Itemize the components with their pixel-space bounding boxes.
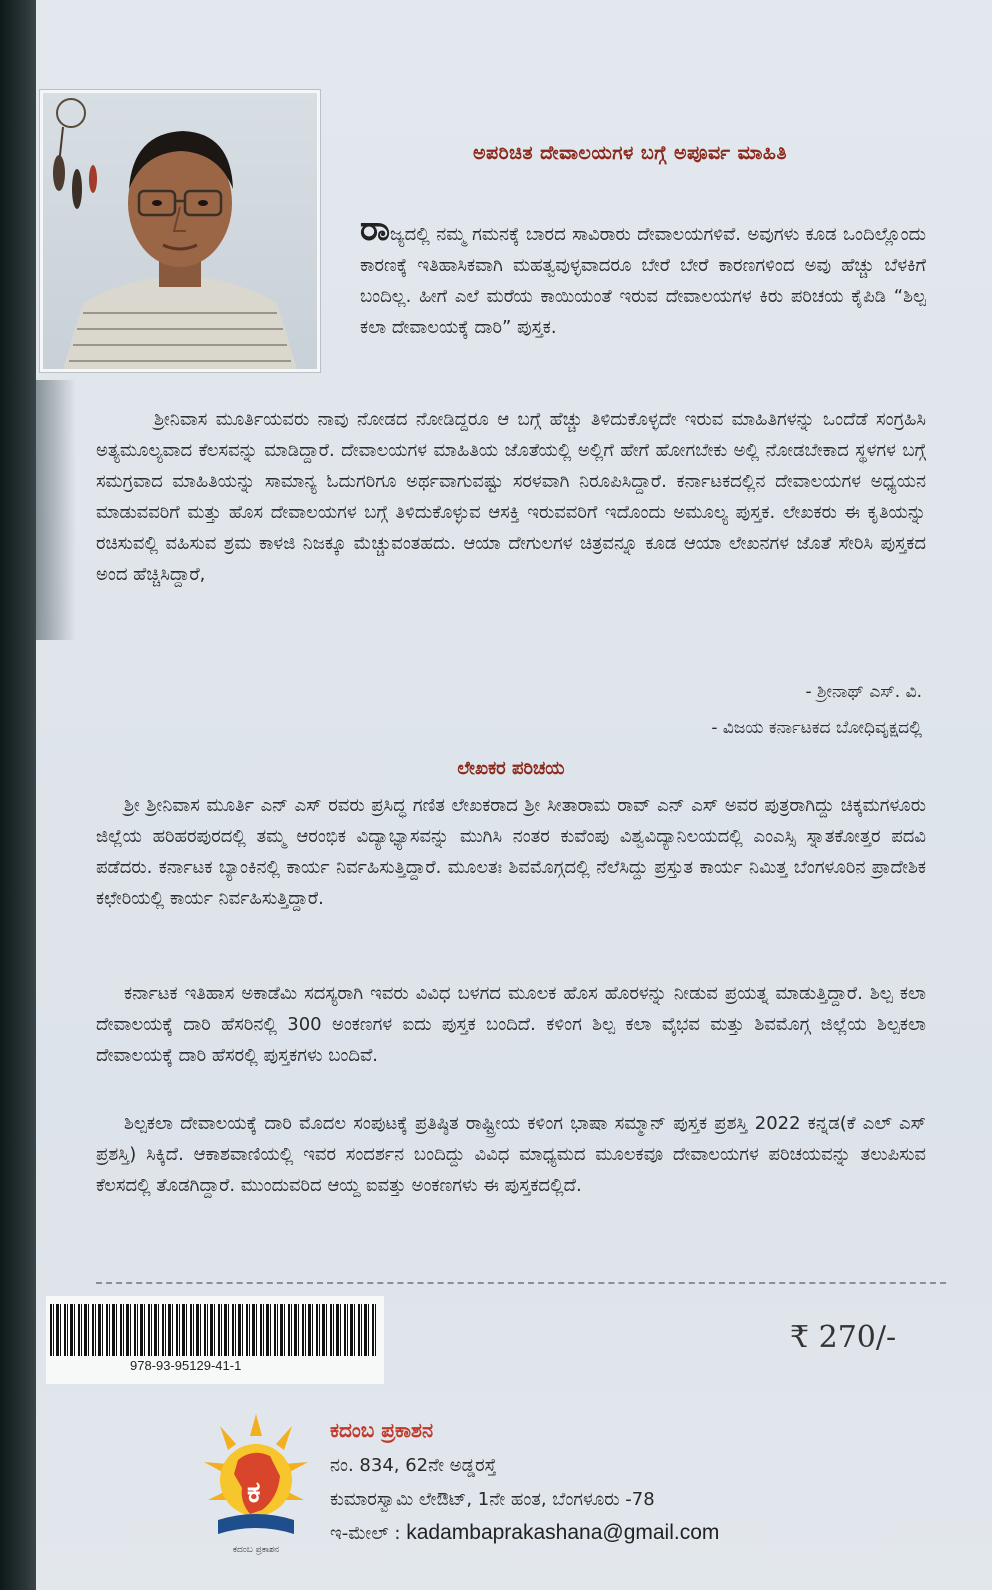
- author-paragraph-3: ಶಿಲ್ಪಕಲಾ ದೇವಾಲಯಕ್ಕೆ ದಾರಿ ಮೊದಲ ಸಂಪುಟಕ್ಕೆ ಪ್ರತಿಷ್ಠಿತ ರಾಷ್ಟ್ರೀಯ ಕಳಿಂಗ ಭಾಷಾ ಸಮ್ಮಾನ್ ಪುಸ್ತಕ ಪ್ರಶಸ್ತಿ 2022 ಕನ್ನಡ(ಕೆ ಎಲ್ ಎಸ್ ಪ್ರಶಸ್ತಿ) ಸಿಕ್ಕಿದೆ. ಆಕಾಶವಾಣಿಯಲ್ಲಿ ಇವರ ಸಂದರ್ಶನ ಬಂದಿದ್ದು ವಿವಿಧ ಮಾಧ್ಯಮದ ಮೂಲಕವೂ ದೇವಾಲಯಗಳ ಪರಿಚಯವನ್ನು ತಲುಪಿಸುವ ಕೆಲಸದಲ್ಲಿ ತೊಡಗಿದ್ದಾರೆ. ಮುಂದುವರಿದ ಆಯ್ದ ಐವತ್ತು ಅಂಕಣಗಳು ಈ ಪುಸ್ತಕದಲ್ಲಿದೆ.: [96, 1113, 926, 1196]
- publisher-logo-graphic: [200, 1410, 312, 1560]
- review-signature-name: - ಶ್ರೀನಾಥ್ ಎಸ್. ವಿ.: [805, 682, 922, 702]
- isbn-barcode: [46, 1296, 384, 1384]
- publisher-email-line: [330, 1521, 719, 1545]
- section-divider: [96, 1282, 946, 1284]
- author-paragraph-1: ಶ್ರೀ ಶ್ರೀನಿವಾಸ ಮೂರ್ತಿ ಎನ್ ಎಸ್ ರವರು ಪ್ರಸಿದ್ಧ ಗಣಿತ ಲೇಖಕರಾದ ಶ್ರೀ ಸೀತಾರಾಮ ರಾವ್ ಎನ್ ಎಸ್ ಅವರ ಪುತ್ರರಾಗಿದ್ದು ಚಿಕ್ಕಮಗಳೂರು ಜಿಲ್ಲೆಯ ಹರಿಹರಪುರದಲ್ಲಿ ತಮ್ಮ ಆರಂಭಿಕ ವಿದ್ಯಾಭ್ಯಾಸವನ್ನು ಮುಗಿಸಿ ನಂತರ ಕುವೆಂಪು ವಿಶ್ವವಿದ್ಯಾನಿಲಯದಲ್ಲಿ ಎಂಎಸ್ಸಿ ಸ್ನಾತಕೋತ್ತರ ಪದವಿ ಪಡೆದರು. ಕರ್ನಾಟಕ ಬ್ಯಾಂಕಿನಲ್ಲಿ ಕಾರ್ಯ ನಿರ್ವಹಿಸುತ್ತಿದ್ದಾರೆ. ಮೂಲತಃ ಶಿವಮೊಗ್ಗದಲ್ಲಿ ನೆಲೆಸಿದ್ದು ಪ್ರಸ್ತುತ ಕಾರ್ಯ ನಿಮಿತ್ತ ಬೆಂಗಳೂರಿನ ಪ್ರಾದೇಶಿಕ ಕಛೇರಿಯಲ್ಲಿ ಕಾರ್ಯ ನಿರ್ವಹಿಸುತ್ತಿದ್ದಾರೆ.: [96, 795, 926, 909]
- publisher-address-line-2: ಕುಮಾರಸ್ವಾಮಿ ಲೇಔಟ್, 1ನೇ ಹಂತ, ಬೆಂಗಳೂರು -78: [330, 1489, 655, 1510]
- book-icon: [218, 1514, 294, 1534]
- publisher-address-line-1: ನಂ. 834, 62ನೇ ಅಡ್ಡರಸ್ತೆ: [330, 1455, 497, 1476]
- price-label: ₹ 270/-: [790, 1320, 897, 1355]
- book-spine: [0, 0, 36, 1590]
- blurb-paragraph-2: ಶ್ರೀನಿವಾಸ ಮೂರ್ತಿಯವರು ನಾವು ನೋಡದ ನೋಡಿದ್ದರೂ ಆ ಬಗ್ಗೆ ಹೆಚ್ಚು ತಿಳಿದುಕೊಳ್ಳದೇ ಇರುವ ಮಾಹಿತಿಗಳನ್ನು ಒಂದೆಡೆ ಸಂಗ್ರಹಿಸಿ ಅತ್ಯಮೂಲ್ಯವಾದ ಕೆಲಸವನ್ನು ಮಾಡಿದ್ದಾರೆ. ದೇವಾಲಯಗಳ ಮಾಹಿತಿಯ ಜೊತೆಯಲ್ಲಿ ಅಲ್ಲಿಗೆ ಹೇಗೆ ಹೋಗಬೇಕು ಅಲ್ಲಿ ನೋಡಬೇಕಾದ ಸ್ಥಳಗಳ ಬಗ್ಗೆ ಸಮಗ್ರವಾದ ಮಾಹಿತಿಯನ್ನು ಸಾಮಾನ್ಯ ಓದುಗರಿಗೂ ಅರ್ಥವಾಗುವಷ್ಟು ಸರಳವಾಗಿ ನಿರೂಪಿಸಿದ್ದಾರೆ. ಕರ್ನಾಟಕದಲ್ಲಿನ ದೇವಾಲಯಗಳ ಅಧ್ಯಯನ ಮಾಡುವವರಿಗೆ ಮತ್ತು ಹೊಸ ದೇವಾಲಯಗಳ ಬಗ್ಗೆ ತಿಳಿದುಕೊಳ್ಳುವ ಆಸಕ್ತಿ ಇರುವವರಿಗೆ ಇದೊಂದು ಅಮೂಲ್ಯ ಪುಸ್ತಕ. ಲೇಖಕರು ಈ ಕೃತಿಯನ್ನು ರಚಿಸುವಲ್ಲಿ ವಹಿಸುವ ಶ್ರಮ ಕಾಳಜಿ ನಿಜಕ್ಕೂ ಮೆಚ್ಚುವಂತಹದು. ಆಯಾ ದೇಗುಲಗಳ ಚಿತ್ರವನ್ನೂ ಕೂಡ ಆಯಾ ಲೇಖನಗಳ ಜೊತೆ ಸೇರಿಸಿ ಪುಸ್ತಕದ ಅಂದ ಹೆಚ್ಚಿಸಿದ್ದಾರೆ,: [96, 409, 926, 585]
- blurb-title: ಅಪರಿಚಿತ ದೇವಾಲಯಗಳ ಬಗ್ಗೆ ಅಪೂರ್ವ ಮಾಹಿತಿ: [472, 142, 788, 164]
- logo-letter: ಕ: [247, 1475, 261, 1510]
- publisher-name: ಕದಂಬ ಪ್ರಕಾಶನ: [330, 1418, 434, 1442]
- isbn-number: 978-93-95129-41-1: [130, 1358, 242, 1373]
- blurb-paragraph-1-text: ಜ್ಯದಲ್ಲಿ ನಮ್ಮ ಗಮನಕ್ಕೆ ಬಾರದ ಸಾವಿರಾರು ದೇವಾಲಯಗಳಿವೆ. ಅವುಗಳು ಕೂಡ ಒಂದಿಲ್ಲೊಂದು ಕಾರಣಕ್ಕೆ ಇತಿಹಾಸಿಕವಾಗಿ ಮಹತ್ವವುಳ್ಳವಾದರೂ ಬೇರೆ ಬೇರೆ ಕಾರಣಗಳಿಂದ ಅವು ಹೆಚ್ಚು ಬೆಳಕಿಗೆ ಬಂದಿಲ್ಲ. ಹೀಗೆ ಎಲೆ ಮರೆಯ ಕಾಯಿಯಂತೆ ಇರುವ ದೇವಾಲಯಗಳ ಕಿರು ಪರಿಚಯ ಕೈಪಿಡಿ “ಶಿಲ್ಪ ಕಲಾ ದೇವಾಲಯಕ್ಕೆ ದಾರಿ” ಪುಸ್ತಕ.: [360, 224, 926, 338]
- logo-caption: ಕದಂಬ ಪ್ರಕಾಶನ: [232, 1545, 280, 1555]
- author-portrait-illustration: [43, 93, 317, 369]
- publisher-logo: [200, 1410, 312, 1560]
- review-signature-source: - ವಿಜಯ ಕರ್ನಾಟಕದ ಬೋಧಿವೃಕ್ಷದಲ್ಲಿ: [711, 718, 922, 738]
- email-label: ಇ-ಮೇಲ್ :: [330, 1523, 401, 1544]
- blurb-paragraph-1: [360, 209, 926, 343]
- barcode-bars: [50, 1304, 376, 1356]
- publisher-email: kadambaprakashana@gmail.com: [406, 1521, 720, 1544]
- author-photo: [40, 90, 320, 372]
- author-paragraph-2: ಕರ್ನಾಟಕ ಇತಿಹಾಸ ಅಕಾಡೆಮಿ ಸದಸ್ಯರಾಗಿ ಇವರು ವಿವಿಧ ಬಳಗದ ಮೂಲಕ ಹೊಸ ಹೊರಳನ್ನು ನೀಡುವ ಪ್ರಯತ್ನ ಮಾಡುತ್ತಿದ್ದಾರೆ. ಶಿಲ್ಪ ಕಲಾ ದೇವಾಲಯಕ್ಕೆ ದಾರಿ ಹೆಸರಿನಲ್ಲಿ 300 ಅಂಕಣಗಳ ಐದು ಪುಸ್ತಕ ಬಂದಿದೆ. ಕಳಿಂಗ ಶಿಲ್ಪ ಕಲಾ ವೈಭವ ಮತ್ತು ಶಿವಮೊಗ್ಗ ಜಿಲ್ಲೆಯ ಶಿಲ್ಪಕಲಾ ದೇವಾಲಯಕ್ಕೆ ದಾರಿ ಹೆಸರಲ್ಲಿ ಪುಸ್ತಕಗಳು ಬಂದಿವೆ.: [96, 983, 926, 1066]
- drop-cap: ರಾ: [360, 209, 390, 249]
- author-intro-heading: ಲೇಖಕರ ಪರಿಚಯ: [457, 758, 565, 779]
